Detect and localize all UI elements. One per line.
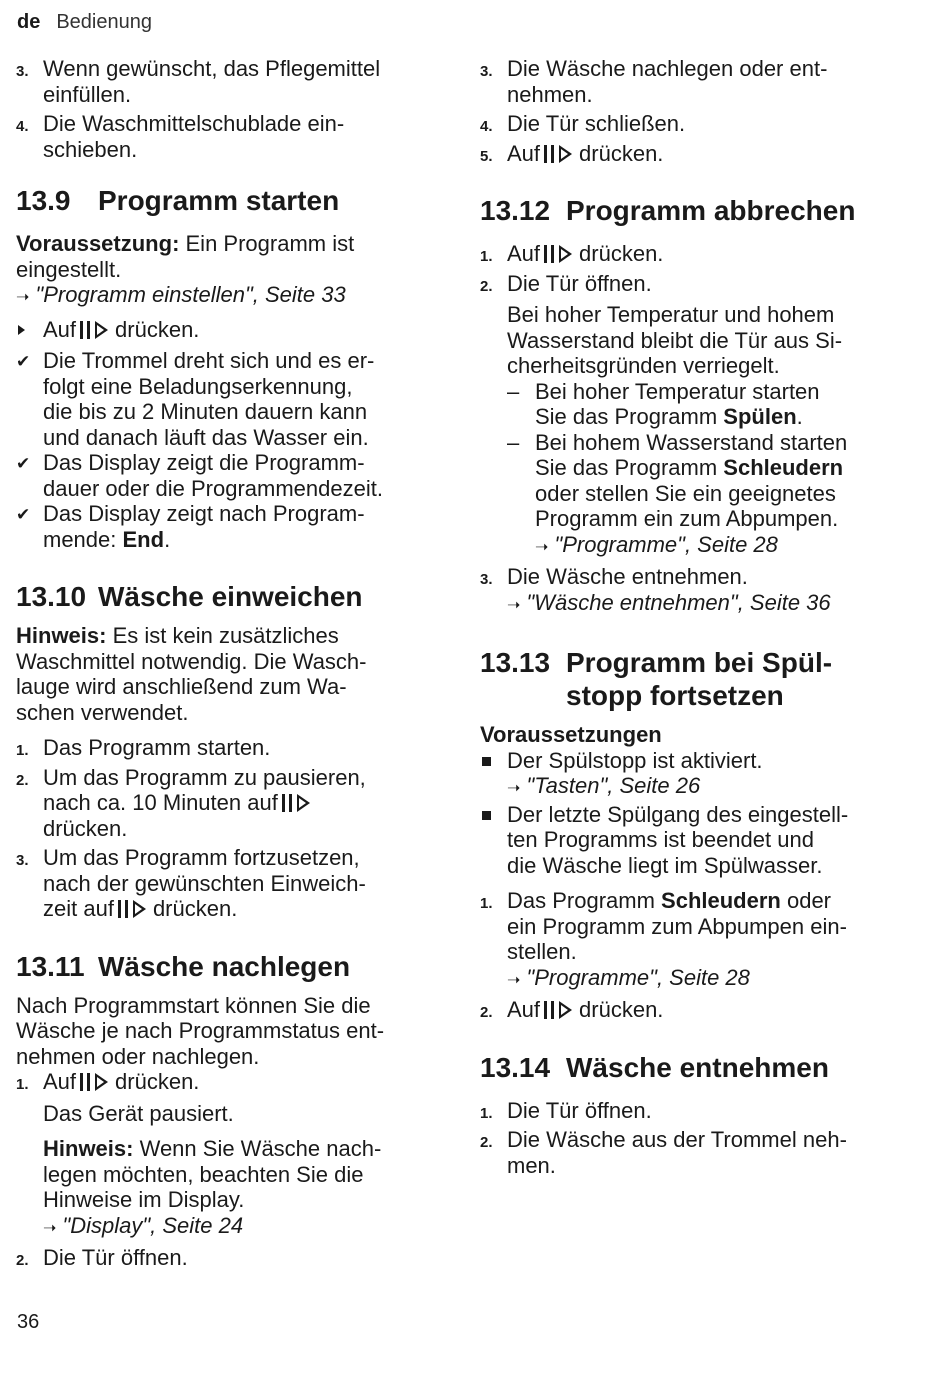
list-item: 3. Die Wäsche nachlegen oder ent- xyxy=(480,56,828,81)
list-item: 3. Die Wäsche entnehmen. xyxy=(480,564,748,589)
left-column: 3. Wenn gewünscht, das Pflegemittel einfüllen. 4. Die Waschmittelschublade ein- schieben. 13.9 Programm starten Voraussetzung: Ein Programm ist eingestellt. ➝ "Programm einstellen", Seite 33 Auf drücken. ✔ Die Trommel dreht sich und es er- folgt eine Beladungserkennung, die bis zu 2 Minuten dauern kann und danach läuft das Wasser ein. ✔ Das Display zeigt die Programm- dauer oder die Programmendezeit. ✔ Das Display zeigt nach Program- mende: End. 13.10 Wäsche einweichen Hinweis: Es ist kein zusätzliches Waschmittel notwendig. Die Wasch- lauge wird anschließend zum Wa- schen verwendet. 1. Das Programm starten. 2. Um das Programm zu pausieren, nach ca. 10 Minuten auf drücken. 3. Um das Programm fortzusetzen, nach der gewünschten Einweich- zeit auf drücken. 13.11 Wäsche nachlegen Nach Programmstart können Sie die Wäsche je nach Programmstatus ent- nehmen oder nachlegen. 1. Auf drücken. Das Gerät pausiert. Hinweis: Wenn Sie Wäsche nach- legen möchten, beachten Sie die Hinweise im Display. ➝ "Display", Seite 24 2. Die Tür öffnen. xyxy=(16,56,434,1271)
start-pause-icon xyxy=(544,1001,572,1019)
section-heading-13-9: 13.9 Programm starten xyxy=(16,185,340,216)
arrow-right-icon: ➝ xyxy=(507,971,521,989)
arrow-right-icon: ➝ xyxy=(507,596,521,614)
page-number: 36 xyxy=(17,1311,40,1333)
arrow-right-icon: ➝ xyxy=(507,780,521,797)
list-item: 2. Die Tür öffnen. xyxy=(480,270,652,296)
triangle-bullet-icon xyxy=(18,325,25,335)
start-pause-icon xyxy=(544,245,572,263)
bullet-item: Der letzte Spülgang des eingestell- xyxy=(480,802,905,828)
result-item: ✔ Das Display zeigt nach Program- xyxy=(16,501,365,526)
section-heading-13-13: 13.13 Programm bei Spül- xyxy=(480,647,833,678)
right-column: 3. Die Wäsche nachlegen oder ent- nehmen. 4. Die Tür schließen. 5. Auf drücken. 13.12 Programm abbrechen 1. Auf drücken. 2. Die Tür öffnen. Bei hoher Temperatur und hohem Wasserstand bleibt die Tür aus Si- cherheitsgründen verriegelt. – Bei hoher Temperatur starten Sie das Programm Spülen. – Bei hohem Wasserstand starten Sie das Programm Schleudern oder stellen Sie ein geeignetes Programm ein zum Abpumpen. ➝ "Programme", Seite 28 3. Die Wäsche entnehmen. ➝ "Wäsche entnehmen", Seite 36 13.13 Programm bei Spül- stopp fortsetzen Voraussetzungen Der Spülstopp ist aktiviert. ➝ "Tasten", Seite 26 Der letzte Spülgang des eingestell- ten Programms ist beendet und die Wäsche liegt im Spülwasser. 1. Das Programm Schleudern oder ein Programm zum Abpumpen ein- stellen. ➝ "Programme", Seite 28 2. Auf drücken. 13.14 Wäsche entnehmen 1. Die Tür öffnen. 2. Die Wäsche aus der Trommel neh- men. xyxy=(480,56,905,1178)
list-item: 5. Auf drücken. xyxy=(480,140,664,166)
list-item: 2. Um das Programm zu pausieren, xyxy=(16,764,366,790)
checkmark-icon: ✔ xyxy=(16,352,31,371)
start-pause-icon xyxy=(80,321,108,339)
list-item: 4. Die Tür schließen. xyxy=(480,111,686,136)
cross-reference[interactable]: ➝ "Programm einstellen", Seite 33 xyxy=(16,282,346,307)
start-pause-icon xyxy=(282,794,310,812)
start-pause-icon xyxy=(80,1073,108,1091)
section-heading-13-10: 13.10 Wäsche einweichen xyxy=(16,581,363,612)
list-item: 1. Das Programm Schleudern oder xyxy=(480,888,832,913)
checkmark-icon: ✔ xyxy=(16,454,31,473)
section-label: Bedienung xyxy=(56,11,152,33)
cross-reference[interactable]: ➝ "Tasten", Seite 26 xyxy=(507,773,701,798)
list-item: 2. Auf drücken. xyxy=(480,997,664,1022)
start-pause-icon xyxy=(544,145,572,163)
arrow-right-icon: ➝ xyxy=(535,538,549,556)
list-item: 1. Die Tür öffnen. xyxy=(480,1097,652,1123)
list-item: 1. Das Programm starten. xyxy=(16,735,271,760)
note: Hinweis: Es ist kein zusätzliches xyxy=(16,623,339,648)
sub-item: – Bei hoher Temperatur starten xyxy=(507,378,820,404)
action-step: Auf drücken. xyxy=(16,317,434,343)
list-item: 3. Um das Programm fortzusetzen, xyxy=(16,845,360,870)
cross-reference[interactable]: ➝ "Programme", Seite 28 xyxy=(535,531,778,557)
precondition: Voraussetzung: Ein Programm ist xyxy=(16,231,355,256)
list-item-cont: einfüllen. xyxy=(43,81,132,107)
result-item: ✔ Das Display zeigt die Programm- xyxy=(16,450,365,475)
bullet-item: Der Spülstopp ist aktiviert. xyxy=(480,748,905,774)
section-heading-13-12: 13.12 Programm abbrechen xyxy=(480,195,856,226)
list-item: 2. Die Wäsche aus der Trommel neh- xyxy=(480,1127,847,1152)
square-bullet-icon xyxy=(482,811,491,820)
language-label: de xyxy=(17,11,41,33)
list-item: 1. Auf drücken. xyxy=(16,1069,200,1094)
section-heading-13-14: 13.14 Wäsche entnehmen xyxy=(480,1051,829,1083)
list-item: 2. Die Tür öffnen. xyxy=(16,1245,188,1270)
page-header xyxy=(17,9,152,35)
note: Hinweis: Wenn Sie Wäsche nach- xyxy=(43,1136,382,1161)
list-item: 3. Wenn gewünscht, das Pflegemittel xyxy=(16,56,381,81)
section-heading-13-11: 13.11 Wäsche nachlegen xyxy=(16,950,351,982)
cross-reference[interactable]: ➝ "Display", Seite 24 xyxy=(43,1212,244,1238)
square-bullet-icon xyxy=(482,757,491,766)
start-pause-icon xyxy=(118,900,146,918)
sub-item: – Bei hohem Wasserstand starten xyxy=(507,429,848,455)
cross-reference[interactable]: ➝ "Wäsche entnehmen", Seite 36 xyxy=(507,589,831,615)
arrow-right-icon: ➝ xyxy=(43,1219,57,1237)
list-item: 4. Die Waschmittelschublade ein- xyxy=(16,111,345,136)
cross-reference[interactable]: ➝ "Programme", Seite 28 xyxy=(507,964,750,990)
precondition-heading: Voraussetzungen xyxy=(480,722,662,747)
list-item-cont: schieben. xyxy=(43,136,138,162)
arrow-right-icon: ➝ xyxy=(16,289,30,306)
checkmark-icon: ✔ xyxy=(16,505,31,524)
result-item: ✔ Die Trommel dreht sich und es er- xyxy=(16,348,375,373)
list-item: 1. Auf drücken. xyxy=(480,241,664,266)
